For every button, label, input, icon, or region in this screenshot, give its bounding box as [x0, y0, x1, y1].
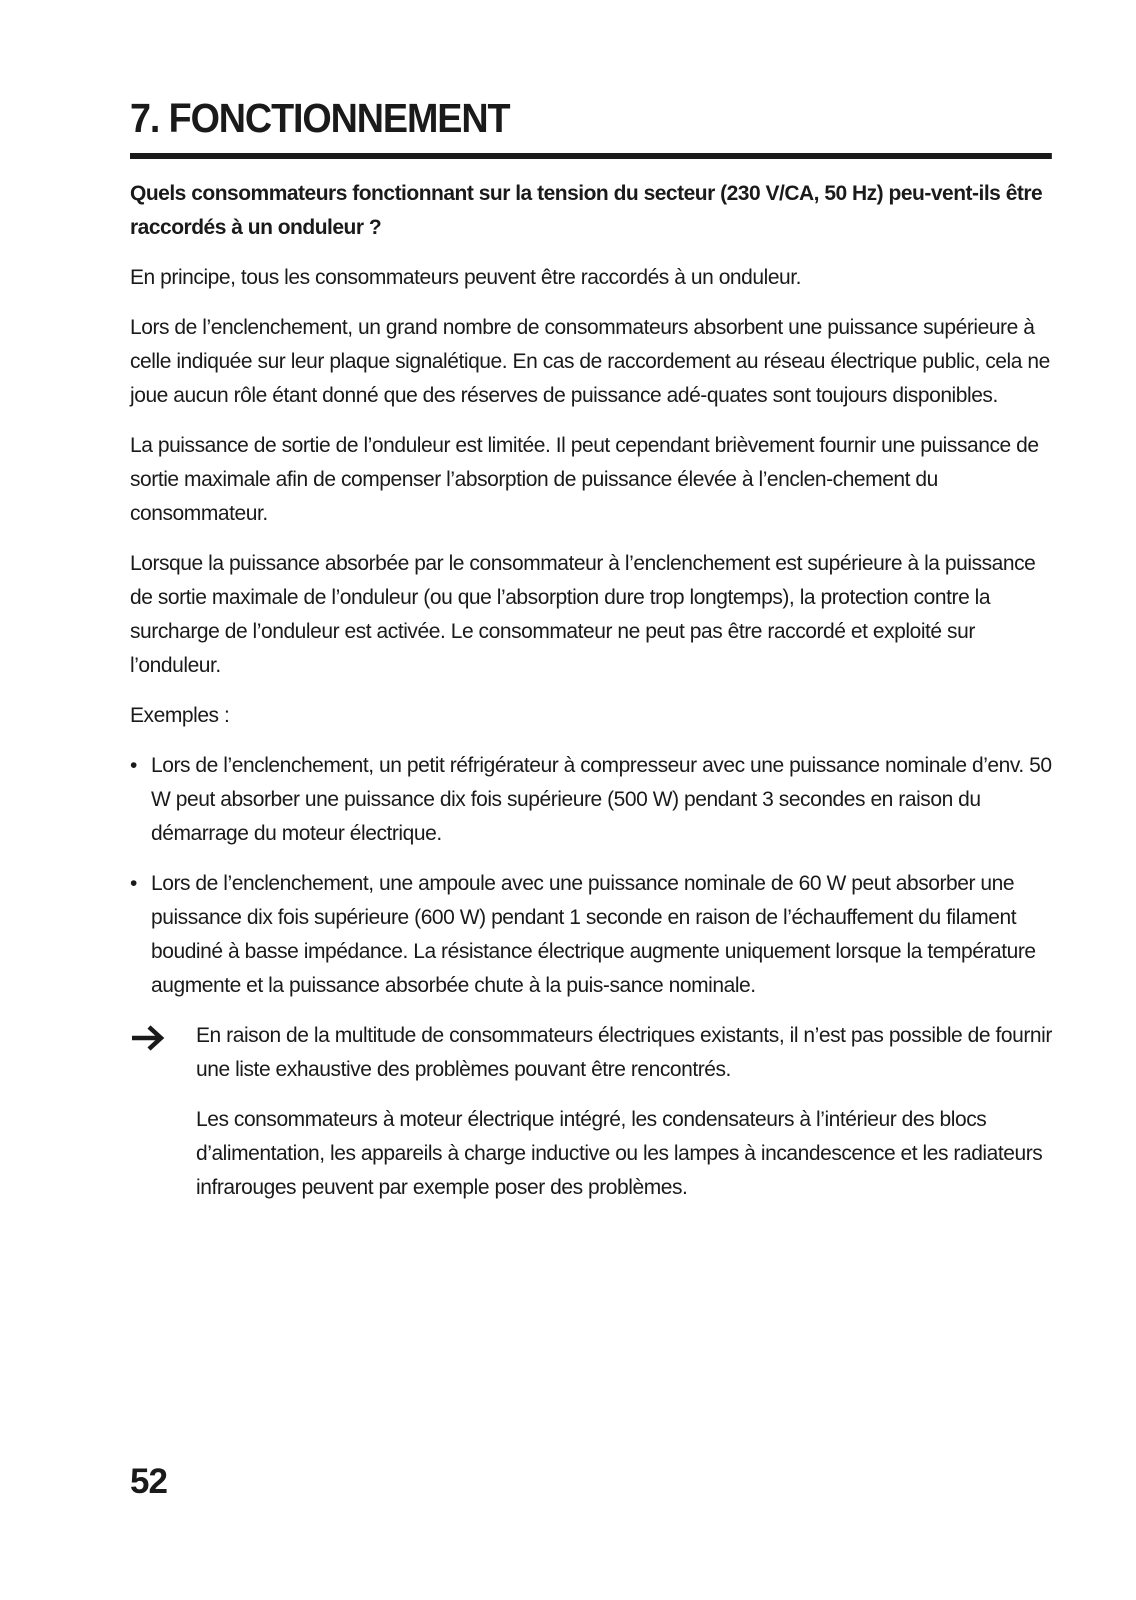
- list-item-text: Lors de l’enclenchement, un petit réfrigérateur à compresseur avec une puissance nominale d’env. 50 W peut absorber une puissance dix fois supérieure (500 W) pendant 3 secondes en raison du démarrage du moteur électrique.: [151, 754, 1052, 845]
- note-paragraph: Les consommateurs à moteur électrique intégré, les condensateurs à l’intérieur des blocs d’alimentation, les appareils à charge inductive ou les lampes à incandescence et les radiateurs infrarouges peuvent par exemple poser des problèmes.: [196, 1108, 1043, 1199]
- lead-question: Quels consommateurs fonctionnant sur la tension du secteur (230 V/CA, 50 Hz) peu-vent-ils être raccordés à un onduleur ?: [130, 182, 1043, 239]
- paragraph-output-limit: La puissance de sortie de l’onduleur est limitée. Il peut cependant brièvement fournir une puissance de sortie maximale afin de compenser l’absorption de puissance élevée à l’enclen-chement du consommateur.: [130, 434, 1039, 525]
- note-paragraph: En raison de la multitude de consommateurs électriques existants, il n’est pas possible de fournir une liste exhaustive des problèmes pouvant être rencontrés.: [196, 1024, 1052, 1081]
- list-item: [130, 749, 1052, 851]
- paragraph-overload-protection: Lorsque la puissance absorbée par le consommateur à l’enclenchement est supérieure à la puissance de sortie maximale de l’onduleur (ou que l’absorption dure trop longtemps), la protection contre la surcharge de l’onduleur est activée. Le consommateur ne peut pas être raccordé et exploité sur l’onduleur.: [130, 552, 1036, 677]
- list-item: [130, 867, 1052, 1003]
- page-number: 52: [130, 1462, 167, 1501]
- paragraph-inrush: Lors de l’enclenchement, un grand nombre de consommateurs absorbent une puissance supérieure à celle indiquée sur leur plaque signalétique. En cas de raccordement au réseau électrique public, cela ne joue aucun rôle étant donné que des réserves de puissance adé-quates sont toujours disponibles.: [130, 316, 1050, 407]
- examples-label: Exemples :: [130, 704, 230, 727]
- note-block: [130, 1019, 1052, 1205]
- page-content: [130, 95, 1052, 1205]
- list-item-text: Lors de l’enclenchement, une ampoule avec une puissance nominale de 60 W peut absorber une puissance dix fois supérieure (600 W) pendant 1 seconde en raison de l’échauffement du filament boudiné à basse impédance. La résistance électrique augmente uniquement lorsque la température augmente et la puissance absorbée chute à la puis-sance nominale.: [151, 872, 1036, 997]
- section-title: 7. FONCTIONNEMENT: [130, 98, 1052, 159]
- examples-list: [130, 749, 1052, 1003]
- arrow-right-icon: [130, 1025, 166, 1051]
- bullet-marker: •: [130, 872, 137, 895]
- bullet-marker: •: [130, 754, 137, 777]
- paragraph-principle: En principe, tous les consommateurs peuvent être raccordés à un onduleur.: [130, 266, 802, 289]
